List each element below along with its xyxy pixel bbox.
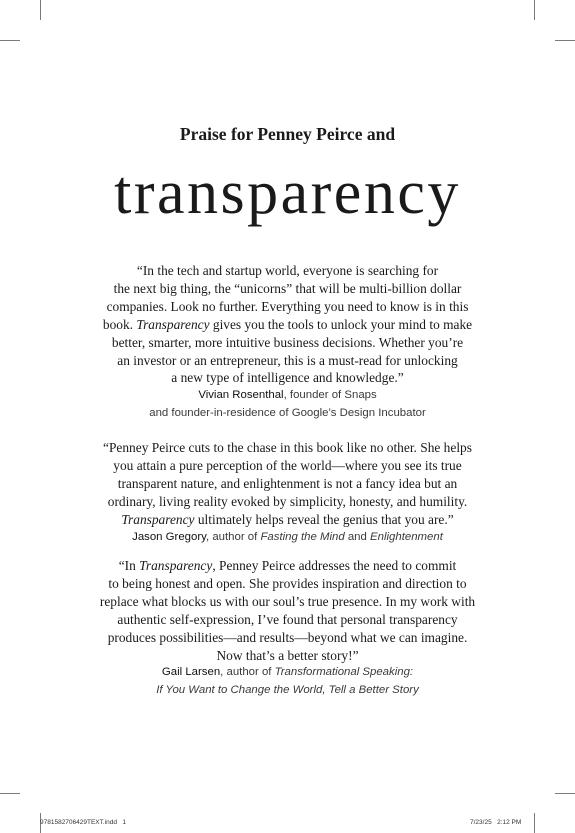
crop-mark (40, 0, 41, 20)
quote-line: “In Transparency, Penney Peirce addresses the need to commit (118, 558, 457, 573)
crop-mark (555, 40, 575, 41)
quote-line: an investor or an entrepreneur, this is a must-read for unlocking (117, 352, 458, 368)
crop-mark (0, 793, 20, 794)
quote-line: better, smarter, more intuitive business decisions. Whether you’re (111, 334, 464, 350)
book-title: transparency (114, 159, 461, 227)
attribution: Jason Gregory, author of Fasting the Mind and Enlightenment (132, 530, 443, 543)
quote-line: produces possibilities—and results—beyond what we can imagine. (107, 629, 468, 645)
attribution-line-2: and founder-in-residence of Google’s Design Incubator (149, 407, 426, 420)
attribution: Vivian Rosenthal, founder of Snaps (198, 389, 377, 402)
quote-line: book. Transparency gives you the tools to unlock your mind to make (102, 316, 473, 332)
crop-mark (534, 813, 535, 833)
author-name: Gail Larsen (161, 666, 221, 679)
attribution-line-2: If You Want to Change the World, Tell a Better Story (156, 684, 419, 697)
crop-mark (534, 0, 535, 20)
printer-slug-file: 9781582706429TEXT.indd 1 (40, 819, 127, 826)
crop-mark (0, 40, 20, 41)
quote-line: the next big thing, the “unicorns” that will be multi-billion dollar (113, 280, 462, 296)
quote-line: replace what blocks us with our soul’s true presence. In my work with (99, 593, 476, 609)
testimonial-2 (40, 439, 535, 546)
quote-line: ordinary, living reality evoked by simplicity, honesty, and humility. (107, 493, 468, 509)
attribution: Gail Larsen, author of Transformational Speaking: (161, 666, 414, 679)
quote-line: authentic self-expression, I’ve found that personal transparency (117, 611, 458, 627)
author-name: Jason Gregory (132, 530, 206, 543)
quote-line: to being honest and open. She provides inspiration and direction to (108, 575, 467, 591)
page-heading: Praise for Penney Peirce and (179, 124, 396, 144)
printer-slug-date: 7/23/25 2:12 PM (470, 819, 522, 826)
quote-line: “Penney Peirce cuts to the chase in this book like no other. She helps (103, 440, 472, 455)
book-title-italic: Transparency (136, 316, 210, 332)
quote-line: you attain a pure perception of the world—where you see its true (113, 457, 462, 473)
quote-line: transparent nature, and enlightenment is not a fancy idea but an (117, 475, 458, 491)
book-title-italic: Transparency (121, 511, 195, 527)
book-title-italic: Transparency (139, 558, 213, 573)
quote-line: Transparency ultimately helps reveal the genius that you are.” (121, 511, 454, 527)
quote-line: companies. Look no further. Everything you need to know is in this (106, 298, 469, 314)
testimonial-1 (40, 262, 535, 423)
quote-line: a new type of intelligence and knowledge.” (171, 370, 404, 386)
author-name: Vivian Rosenthal (198, 389, 284, 402)
testimonial-3 (40, 557, 535, 700)
quote-line: Now that’s a better story!” (216, 647, 359, 663)
quote-line: “In the tech and startup world, everyone is searching for (136, 263, 439, 278)
crop-mark (555, 793, 575, 794)
